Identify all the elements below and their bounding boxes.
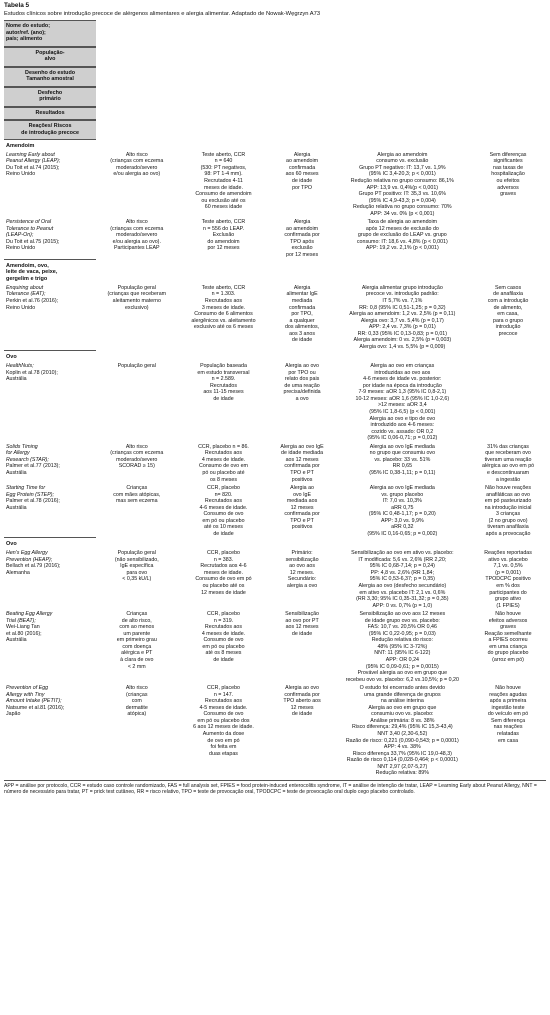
study-reference: Bellach et al.79 (2016); Alemanha bbox=[6, 563, 61, 576]
population-cell bbox=[96, 283, 177, 350]
results-cell-text: Alergia ao ovo em crianças introduzidas ao ovo aos 4-6 meses de idade vs. posterior: por idade na época da introdução 7-9 meses: aOR 1,3 (95% IC 0,8-2,1) 10-12 meses: aOR 1,6 (95% IC 1,0-2,6) >12 meses: aOR 3,4 (95% IC 1,8-6,5) (p < 0,001) Alergia ao ovo e tipo de ovo introduzido aos 4-6 meses: cozido vs. assado: OR 0,2 (95% IC 0,06-0,71; p = 0,012) bbox=[355, 363, 450, 442]
outcome-cell-text: Alergia ao ovo IgE de idade mediada aos 12 meses confirmada por TPO e PT positivos bbox=[280, 443, 324, 483]
results-cell bbox=[335, 150, 471, 217]
study-name: Persistence of Oral Tolerance to Peanut (LEAP-On); bbox=[6, 219, 54, 239]
study-cell bbox=[4, 483, 96, 537]
design-cell-text: Teste aberto, CCR n = 1.303. Recrutados aos 3 meses de idade. Consumo de 6 alimentos alergênicos vs. aleitamento exclusivo até os 6 meses bbox=[191, 284, 256, 331]
header-risks: Reações/ Riscos de introdução precoce bbox=[4, 120, 96, 140]
study-cell bbox=[4, 217, 96, 258]
study-cell bbox=[4, 548, 96, 609]
study-name: Learning Early about Peanut Allergy (LEAP); bbox=[6, 151, 61, 165]
header-results: Resultados bbox=[4, 107, 96, 121]
study-reference: Perkin et al.76 (2016); Reino Unido bbox=[6, 298, 59, 311]
risks-cell bbox=[470, 283, 546, 350]
outcome-cell-text: Alergia alimentar IgE mediada confirmada por TPO, a qualquer dos alimentos, aos 3 anos de idade bbox=[284, 284, 320, 344]
study-reference: Wei-Liang Tan et al.80 (2016); Austrália bbox=[6, 624, 42, 644]
results-cell-text: Taxa de alergia ao amendoim após 12 meses de exclusão do grupo de exclusão do LEAP vs. grupo consumo: IT: 18,6 vs. 4,8% (p < 0,001) APP: 19,2 vs. 2,1% (p < 0,001) bbox=[356, 219, 448, 252]
table-row bbox=[4, 361, 546, 442]
table-footnote: APP = análise por protocolo, CCR = estudo caso controle randomizado, FAS = full analysis set, FPIES = food protein-induced enterocolitis syndrome, IT = análise de intenção de tratar, LEAP = Learning Early about Peanut Allergy, NNT = número de necessário para tratar, PT = prick test cutâneo, RR = risco relativo, TPO = teste de provocação oral, TPODCPC = teste de provocação oral duplo cego placebo controlado. bbox=[4, 780, 546, 796]
risks-cell-text: Não houve efeitos adversos graves Reação semelhante a FPIES ocorreu em uma criança do grupo placebo (arroz em pó) bbox=[484, 611, 532, 663]
study-cell bbox=[4, 683, 96, 777]
population-cell bbox=[96, 217, 177, 258]
results-cell bbox=[335, 609, 471, 683]
section-row bbox=[4, 259, 546, 283]
population-cell-text: Crianças com mães atópicas, mas sem eczema bbox=[113, 485, 161, 505]
design-cell-text: CCR, placebo n = 86. Recrutados aos 4 meses de idade. Consumo de ovo em pó ou placebo até os 8 meses bbox=[198, 443, 249, 483]
section-title: Amendoim bbox=[6, 143, 35, 149]
design-cell bbox=[177, 683, 269, 777]
population-cell bbox=[96, 442, 177, 483]
risks-cell-text: Não houve reações anafiláticas ao ovo em pó pasteurizado na introdução inicial 3 crianças (2 no grupo ovo) tiveram anafilaxia após a provocação bbox=[484, 485, 532, 537]
header-design: Desenho do estudo Tamanho amostral bbox=[4, 67, 96, 87]
section-title: Ovo bbox=[4, 350, 96, 361]
results-cell-text: Alergia ao ovo IgE mediada vs. grupo placebo IT: 7,0 vs. 10,3% aRR 0,75 (95% IC 0,48-1,17; p = 0,20) APP: 3,0 vs. 9,9% aRR 0,32 (95% IC 0,16-0,65; p = 0,002) bbox=[367, 485, 438, 537]
outcome-cell bbox=[270, 217, 335, 258]
study-reference: Natsume et al.81 (2016); Japão bbox=[6, 704, 65, 718]
design-cell-text: Teste aberto, CCR n = 640 (530: PT negativos, 98: PT 1-4 mm). Recrutados 4-11 meses de idade. Consumo de amendoim ou exclusão até os 60 meses idade bbox=[195, 151, 252, 211]
table-row bbox=[4, 609, 546, 683]
study-cell bbox=[4, 442, 96, 483]
study-reference: Koplin et al.78 (2010); Austrália bbox=[6, 369, 58, 383]
outcome-cell-text: Alergia ao ovo confirmada por TPO aberto aos 12 meses de idade bbox=[283, 685, 321, 718]
header-study: Nome do estudo; autor/ref. (ano); país; alimento bbox=[4, 20, 96, 47]
population-cell-text: População geral (não sensibilizado, IgE específica para ovo < 0,35 kU/L) bbox=[114, 550, 159, 583]
outcome-cell-text: Alergia ao amendoim confirmada aos 60 meses de idade por TPO bbox=[285, 151, 319, 191]
outcome-cell bbox=[270, 361, 335, 442]
design-cell bbox=[177, 361, 269, 442]
outcome-cell-text: Alergia ao ovo por TPO ou relato dos pais de uma reação precisa/definida a ovo bbox=[283, 363, 321, 402]
risks-cell-text: Sem diferenças significantes nas taxas de hospitalização ou efeitos adversos graves bbox=[489, 151, 527, 198]
risks-cell bbox=[470, 548, 546, 609]
header-population: População- alvo bbox=[4, 47, 96, 67]
table-row bbox=[4, 217, 546, 258]
population-cell-text: População geral bbox=[117, 363, 156, 370]
header-outcome: Desfecho primário bbox=[4, 87, 96, 107]
results-cell bbox=[335, 683, 471, 777]
section-title: Amendoim, ovo, leite de vaca, peixe, gergelim e trigo bbox=[4, 259, 96, 283]
results-cell-text: Alergia alimentar grupo introdução precoce vs. introdução padrão: IT 5,7% vs. 7,1% RR: 0,8 (95% IC 0,51-1,25; p = 0,32) Alergia ao amendoim: 1,2 vs. 2,5% (p = 0,11) Alergia ovo: 3,7 vs. 5,4% (p = 0,17) APP: 2,4 vs. 7,3% (p = 0,01) RR: 0,33 (95% IC 0,13-0,83; p = 0,01) Alergia amendoim: 0 vs. 2,5% (p = 0,003) Alergia ovo: 1,4 vs. 5,5% (p = 0,009) bbox=[349, 284, 456, 350]
table-row bbox=[4, 683, 546, 777]
study-reference: Du Toit et al.75 (2015); Reino Unido bbox=[6, 238, 60, 252]
outcome-cell bbox=[270, 548, 335, 609]
results-cell bbox=[335, 283, 471, 350]
design-cell-text: Teste aberto, CCR n = 556 do LEAP. Exclusão do amendoim por 12 meses bbox=[201, 219, 246, 252]
study-reference: Palmer et al.78 (2016); Austrália bbox=[6, 498, 60, 511]
population-cell-text: Alto risco (crianças com eczema moderado/severo SCORAD ≥ 15) bbox=[110, 443, 164, 470]
outcome-cell bbox=[270, 683, 335, 777]
studies-table bbox=[4, 20, 546, 777]
section-title: Ovo bbox=[4, 537, 96, 548]
outcome-cell bbox=[270, 609, 335, 683]
table-row bbox=[4, 483, 546, 537]
population-cell bbox=[96, 609, 177, 683]
section-row bbox=[4, 350, 546, 361]
table-row bbox=[4, 548, 546, 609]
results-cell bbox=[335, 483, 471, 537]
outcome-cell-text: Sensibilização ao ovo por PT aos 12 meses de idade bbox=[285, 611, 319, 637]
risks-cell bbox=[470, 609, 546, 683]
population-cell-text: Alto risco (crianças com eczema moderado/severo e/ou alergia ao ovo). Participantes LEAP bbox=[110, 219, 164, 252]
outcome-cell bbox=[270, 283, 335, 350]
table-row bbox=[4, 150, 546, 217]
study-name: Prevention of Egg Allergy with Tiny Amount Intake (PETIT); bbox=[6, 685, 62, 705]
design-cell-text: CCR, placebo n = 319. Recrutados aos 4 meses de idade. Consumo de ovo em pó ou placebo até os 8 meses de idade bbox=[201, 611, 246, 663]
table-container bbox=[4, 0, 546, 796]
study-name: HealthNuts; bbox=[6, 363, 34, 370]
risks-cell bbox=[470, 683, 546, 777]
outcome-cell-text: Primário: sensibilização ao ovo aos 12 meses. Secundário: alergia a ovo bbox=[285, 550, 319, 589]
results-cell bbox=[335, 442, 471, 483]
risks-cell-text: Reações reportadas ativo vs. placebo 7,1 vs. 0,5% (p = 0,001) TPODCPC positivo em % dos participantes do grupo ativo (1 FPIES) bbox=[484, 550, 532, 609]
results-cell bbox=[335, 548, 471, 609]
population-cell bbox=[96, 483, 177, 537]
design-cell bbox=[177, 609, 269, 683]
design-cell bbox=[177, 283, 269, 350]
design-cell-text: CCR, placebo n = 147. Recrutados aos 4-5 meses de idade. Consumo de ovo em pó ou placebo dos 6 aos 12 meses de idade. Aumento da dose de ovo em pó foi feita em duas etapas bbox=[193, 685, 254, 757]
study-name: Enquiring about Tolerance (EAT); bbox=[6, 284, 46, 298]
table-caption: Estudos clínicos sobre introdução precoce de alérgenos alimentares e alergia alimentar. Adaptado de Nowak-Węgrzyn A73 bbox=[4, 11, 321, 17]
study-reference: Du Toit et al.74 (2015); Reino Unido bbox=[6, 164, 60, 178]
table-label: Tabela 5 bbox=[4, 2, 30, 9]
results-cell bbox=[335, 361, 471, 442]
results-cell-text: Sensibilização ao ovo aos 12 meses de idade grupo ovo vs. placebo: FAS: 10,7 vs. 20,5% OR 0,46 (95% IC 0,22-0,95; p = 0,03) Redução relativa do risco: 48% (95% IC 3-72%) NNT: 11 (95% IC 6-122) APP: OR 0,24 (95% IC 0,09-0,61; p = 0,0015) Provável alergia ao ovo em grupo que recebeu ovo vs. placebo: 6,2 vs.10,5%; p = 0,20 bbox=[345, 611, 459, 683]
outcome-cell bbox=[270, 442, 335, 483]
outcome-cell-text: Alergia ao amendoim confirmada por TPO após exclusão por 12 meses bbox=[284, 219, 320, 258]
study-reference: Palmer et al.77 (2013); Austrália bbox=[6, 463, 60, 476]
study-name: Beating Egg Allergy Trial (BEAT); bbox=[6, 611, 53, 624]
study-name: Starting Time for Egg Protein (STEP); bbox=[6, 485, 54, 498]
population-cell bbox=[96, 683, 177, 777]
design-cell-text: População baseada em estudo transversal n = 2.589. Recrutados aos 11-15 meses de idade bbox=[197, 363, 250, 402]
design-cell bbox=[177, 442, 269, 483]
design-cell bbox=[177, 150, 269, 217]
risks-cell bbox=[470, 483, 546, 537]
population-cell-text: Alto risco (crianças com eczema moderado/severo e/ou alergia ao ovo) bbox=[110, 151, 164, 178]
population-cell-text: Crianças de alto risco, com ao menos um parente em primeiro grau com doença alérgica e PT à clara de ovo < 2 mm bbox=[116, 611, 157, 670]
risks-cell-text: Não houve reações agudas após a primeira ingestão teste do veículo em pó Sem diferença nas reações relatadas em casa bbox=[487, 685, 529, 744]
population-cell-text: População geral (crianças que receberam aleitamento materno exclusivo) bbox=[107, 284, 167, 311]
header-row bbox=[4, 20, 546, 140]
section-row bbox=[4, 537, 546, 548]
results-cell-text: O estudo foi encerrado antes devido uma grande diferença de grupos na análise interina Alergia ao ovo em grupo que consumiu ovo vs. placebo: Análise primária: 8 vs. 38% Risco diferença: 29,4% (95% IC 15,3-43,4) NNT 3,40 (2,30-6,52) Razão de risco: 0,221 (0,090-0,543; p = 0,0001) APP: 4 vs. 38% Risco diferença 33,7% (95% IC 19,0-48,3) Razão de risco 0,114 (0,028-0,464; p < 0,0001) NNT 2,97 (2,07-5,27) Redução relativa: 89% bbox=[345, 685, 459, 777]
table-body bbox=[4, 140, 546, 777]
study-cell bbox=[4, 150, 96, 217]
study-cell bbox=[4, 361, 96, 442]
design-cell-text: CCR, placebo n = 383. Recrutados aos 4-6 meses de idade. Consumo de ovo em pó ou placebo até os 12 meses de idade bbox=[195, 550, 252, 596]
study-cell bbox=[4, 283, 96, 350]
population-cell bbox=[96, 150, 177, 217]
population-cell bbox=[96, 548, 177, 609]
results-cell bbox=[335, 217, 471, 258]
design-cell bbox=[177, 217, 269, 258]
risks-cell-text: Sem casos de anafilaxia com a introdução de alimento, em casa, para o grupo introdução precoce bbox=[487, 284, 529, 337]
study-name: Solids Timing for Allergy Research (STAR); bbox=[6, 443, 49, 463]
study-name: Hen's Egg Allergy Prevention (HEAP); bbox=[6, 550, 53, 563]
design-cell bbox=[177, 548, 269, 609]
design-cell bbox=[177, 483, 269, 537]
study-cell bbox=[4, 609, 96, 683]
risks-cell-text: 31% das crianças que receberam ovo tiveram uma reação alérgica ao ovo em pó e descontinuaram a ingestão bbox=[481, 443, 535, 483]
results-cell-text: Alergia ao amendoim consumo vs. exclusão Grupo PT negativo: IT: 13,7 vs. 1,9% (95% IC 3,4-20,3; p < 0,001) Redução relativa no grupo consumo: 86,1% APP: 13,9 vs. 0,4%(p < 0,001) Grupo PT positivo: IT: 35,3 vs. 10,6% (95% IC 4,9-43,3; p = 0,004) Redução relativa no grupo consumo: 70% APP: 34 vs. 0% (p < 0,001) bbox=[350, 151, 454, 217]
risks-cell bbox=[470, 150, 546, 217]
population-cell bbox=[96, 361, 177, 442]
risks-cell bbox=[470, 442, 546, 483]
risks-cell bbox=[470, 361, 546, 442]
risks-cell bbox=[470, 217, 546, 258]
outcome-cell bbox=[270, 483, 335, 537]
outcome-cell-text: Alergia ao ovo IgE mediada aos 12 meses confirmada por TPO e PT positivos bbox=[284, 485, 320, 531]
design-cell-text: CCR, placebo n= 820. Recrutados aos 4-6 meses de idade. Consumo de ovo em pó ou placebo até os 10 meses de idade bbox=[199, 485, 248, 537]
table-row bbox=[4, 442, 546, 483]
outcome-cell bbox=[270, 150, 335, 217]
section-row bbox=[4, 140, 546, 150]
table-row bbox=[4, 283, 546, 350]
results-cell-text: Sensibilização ao ovo em ativo vs. placebo: IT modificada: 5,6 vs. 2,6% (RR 2,20; 95% IC 0,68-7,14; p = 0,24) PP: 4,8 vs. 2,6% (RR 1,84; 95% IC 0,53-6,37; p = 0,35) Alergia ao ovo (desfecho secundário) em ativo vs. placebo IT: 2,1 vs. 0,6% (RR 3,30; 95% IC 0,35-31,32; p = 0,35) APP: 0 vs. 0,7% (p = 1,0) bbox=[351, 550, 454, 609]
population-cell-text: Alto risco (crianças com dermatite atópica) bbox=[125, 685, 148, 718]
results-cell-text: Alergia ao ovo IgE mediada no grupo que consumiu ovo vs. placebo: 33 vs. 51% RR 0,65 (95% IC 0,38-1,11; p = 0,11) bbox=[369, 443, 436, 476]
